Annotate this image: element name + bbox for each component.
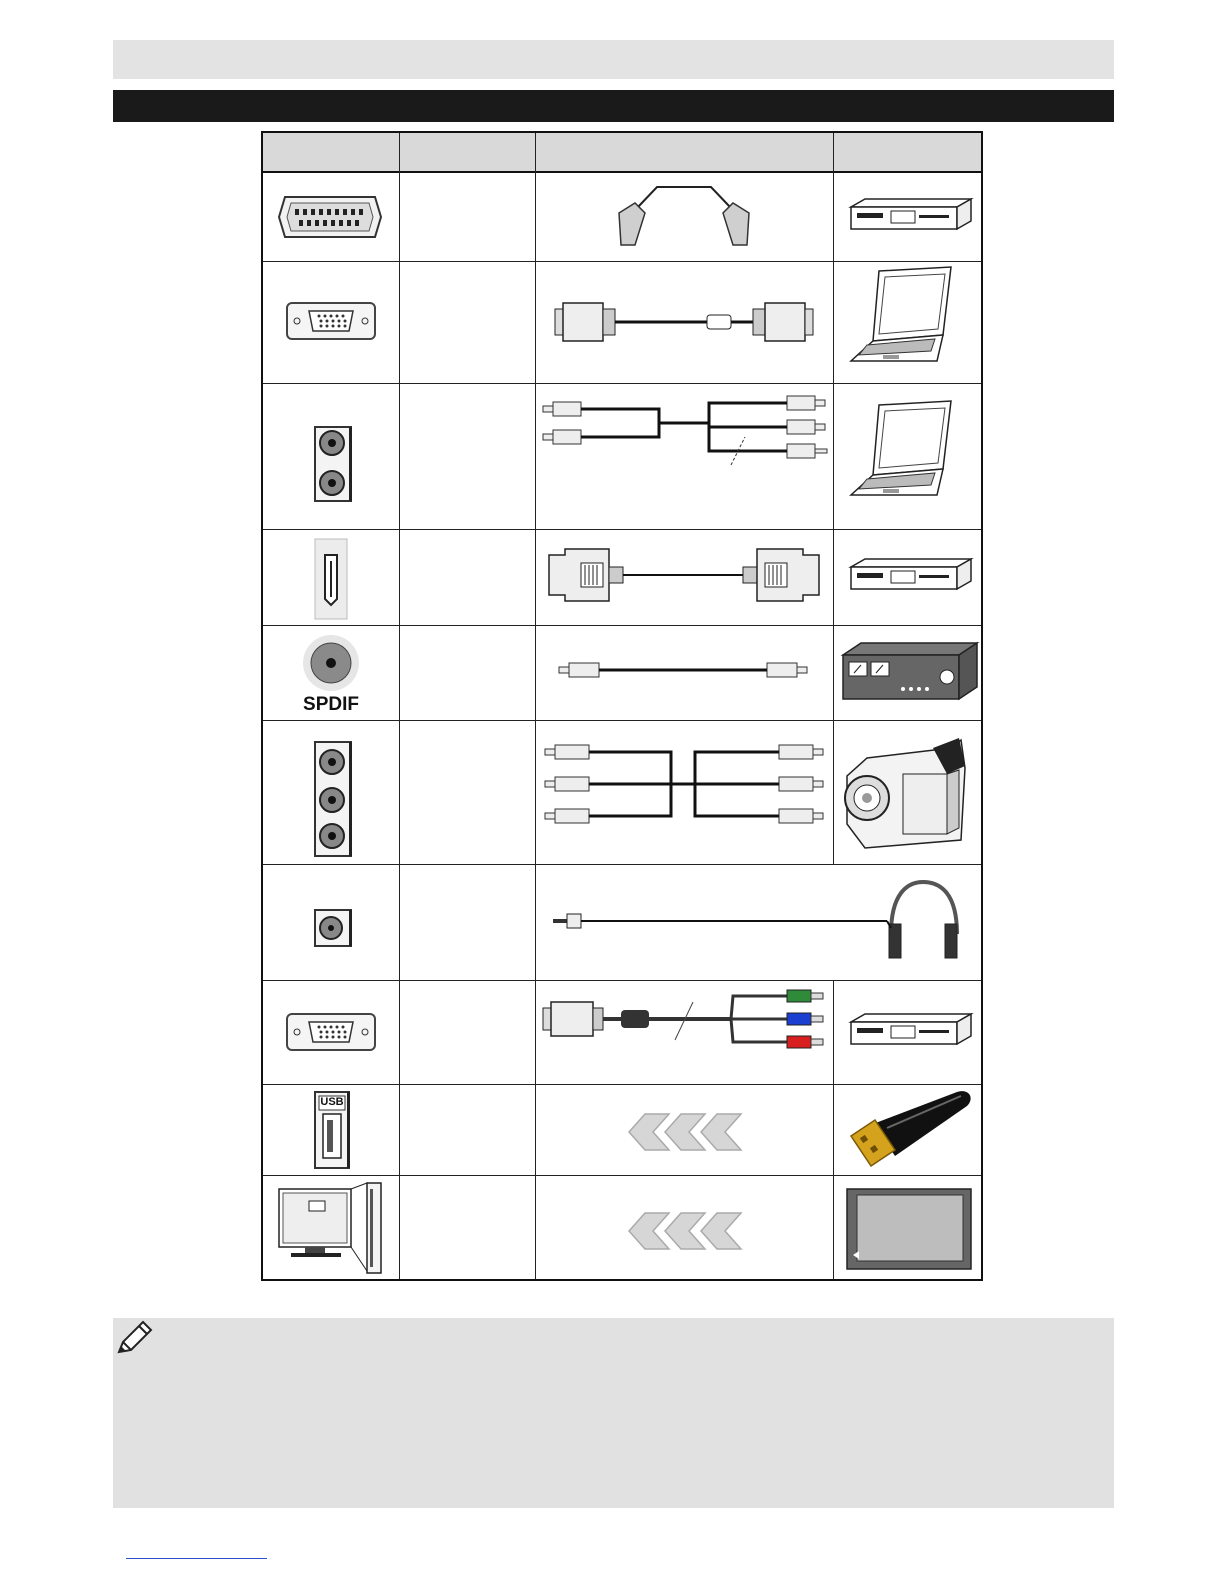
spdif-label: SPDIF <box>303 694 359 715</box>
page-header-band <box>113 40 1114 79</box>
insert-arrows-icon <box>535 1175 833 1279</box>
laptop-icon <box>833 383 983 529</box>
section-title-bar <box>113 90 1114 122</box>
connector-type-label <box>399 720 535 864</box>
scart-socket-icon <box>263 173 399 261</box>
connector-type-label <box>399 529 535 625</box>
rca-3-cable-icon <box>535 720 833 864</box>
table-header-row <box>263 133 981 173</box>
spdif-socket-icon <box>263 625 399 720</box>
connector-type-label <box>399 980 535 1084</box>
hdmi-cable-icon <box>535 529 833 625</box>
usb-socket-icon <box>263 1084 399 1175</box>
dvd-recorder-icon <box>833 980 983 1084</box>
footer-link-underline <box>126 1558 267 1559</box>
connector-type-label <box>399 261 535 383</box>
ci-slot-icon <box>263 1175 399 1279</box>
audio-rca-socket-icon <box>263 383 399 529</box>
headphone-socket-icon <box>263 864 399 980</box>
connector-type-label <box>399 625 535 720</box>
headphone-cable-icon <box>535 864 983 980</box>
cam-module-icon <box>833 1175 983 1279</box>
hdmi-socket-icon <box>263 529 399 625</box>
av-rca-socket-icon <box>263 720 399 864</box>
amplifier-icon <box>833 625 983 720</box>
connection-table <box>261 131 983 1281</box>
pencil-note-icon <box>113 1318 153 1358</box>
vga-socket-icon <box>263 261 399 383</box>
camcorder-icon <box>833 720 983 864</box>
laptop-icon <box>833 261 983 383</box>
usb-stick-icon <box>833 1084 983 1175</box>
dvd-recorder-icon <box>833 173 983 261</box>
scart-cable-icon <box>535 173 833 261</box>
connector-type-label <box>399 173 535 261</box>
connector-type-label <box>399 1175 535 1279</box>
vga-socket-icon <box>263 980 399 1084</box>
usb-label: USB <box>320 1096 344 1108</box>
note-box <box>113 1318 1114 1508</box>
rca-to-jack-cable-icon <box>535 383 833 529</box>
connector-type-label <box>399 383 535 529</box>
coax-cable-icon <box>535 625 833 720</box>
vga-cable-icon <box>535 261 833 383</box>
ypbpr-cable-icon <box>535 980 833 1084</box>
insert-arrows-icon <box>535 1084 833 1175</box>
connector-type-label <box>399 864 535 980</box>
connector-type-label <box>399 1084 535 1175</box>
dvd-recorder-icon <box>833 529 983 625</box>
